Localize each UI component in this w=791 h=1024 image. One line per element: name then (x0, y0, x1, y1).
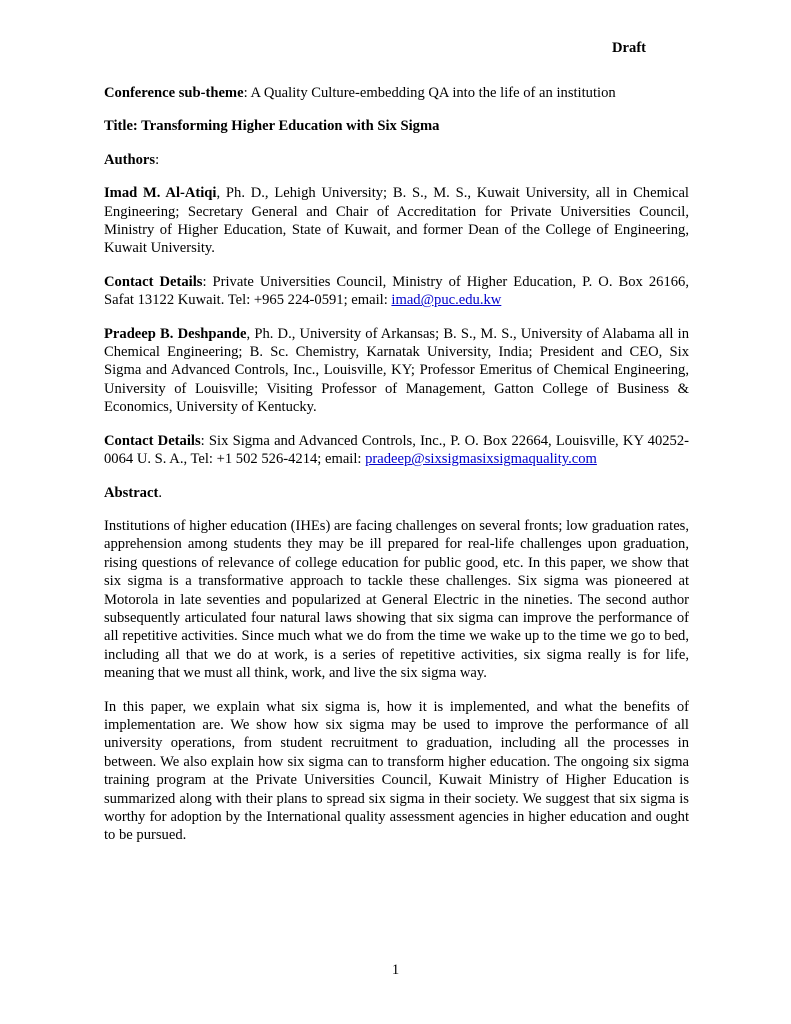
contact2 (104, 432, 689, 469)
contact2-text: : Six Sigma and Advanced Controls, Inc., P. O. Box 22664, Louisville, KY 40252-0064 U. S. A., Tel: +1 502 526-4214; email: (104, 432, 689, 468)
abstract-label: Abstract (104, 484, 159, 501)
contact1-text: : Private Universities Council, Ministry of Higher Education, P. O. Box 26166, Safat 13122 Kuwait. Tel: +965 224-0591; email: (104, 273, 689, 309)
authors-heading (104, 151, 689, 169)
document-body (104, 84, 689, 860)
abstract-paragraph-1: Institutions of higher education (IHEs) are facing challenges on several fronts; low graduation rates, apprehension among students they may be ill prepared for real-life challenges upon graduation, rising questions of relevance of college education for public good, etc. In this paper, we show that six sigma is a transformative approach to tackle these challenges. Six sigma was pioneered at Motorola in late seventies and popularized at General Electric in the nineties. The second author subsequently articulated four natural laws showing that six sigma can improve the performance of all repetitive activities. Since much what we do from the time we wake up to the time we go to bed, including all that we do at work, is a series of repetitive activities, six sigma really is for life, meaning that we must all think, work, and live the six sigma way. (104, 517, 689, 682)
contact2-email-link[interactable]: pradeep@sixsigmasixsigmaquality.com (365, 451, 597, 468)
contact2-label: Contact Details (104, 432, 201, 449)
author1-name: Imad M. Al-Atiqi (104, 185, 217, 202)
author2-name: Pradeep B. Deshpande (104, 325, 247, 342)
page-number: 1 (391, 962, 400, 978)
author1-bio (104, 184, 689, 258)
draft-label: Draft (612, 40, 647, 56)
subtheme-line (104, 84, 689, 102)
abstract-suffix: . (158, 484, 162, 501)
abstract-paragraph-2: In this paper, we explain what six sigma is, how it is implemented, and what the benefits of implementation are. We show how six sigma may be used to improve the performance of all university operations, from student recruitment to graduation, including all the processes in between. We also explain how six sigma can to transform higher education. The ongoing six sigma training program at the Private Universities Council, Kuwait Ministry of Higher Education is summarized along with their plans to spread six sigma in their society. We suggest that six sigma is worthy for adoption by the International quality assessment agencies in higher education and ought to be pursued. (104, 698, 689, 844)
paper-title: Title: Transforming Higher Education with Six Sigma (104, 118, 440, 135)
contact1-email-link[interactable]: imad@puc.edu.kw (391, 292, 502, 309)
contact1 (104, 273, 689, 310)
author2-bio (104, 325, 689, 417)
contact1-label: Contact Details (104, 273, 203, 290)
authors-label: Authors (104, 151, 156, 168)
abstract-heading (104, 484, 689, 502)
author2-bio-text: , Ph. D., University of Arkansas; B. S., M. S., University of Alabama all in Chemical Engineering; B. Sc. Chemistry, Karnatak University, India; President and CEO, Six Sigma and Advanced Controls, Inc., Louisville, KY; Professor Emeritus of Chemical Engineering, University of Louisville; Visiting Professor of Management, Gatton College of Business & Economics, University of Kentucky. (104, 325, 689, 416)
subtheme-text: : A Quality Culture-embedding QA into the life of an institution (243, 85, 616, 101)
authors-suffix: : (155, 151, 160, 168)
author1-bio-text: , Ph. D., Lehigh University; B. S., M. S., Kuwait University, all in Chemical Engineering; Secretary General and Chair of Accreditation for Private Universities Council, Ministry of Higher Education, State of Kuwait, and former Dean of the College of Engineering, Kuwait University. (104, 185, 689, 257)
subtheme-label: Conference sub-theme (104, 85, 244, 101)
